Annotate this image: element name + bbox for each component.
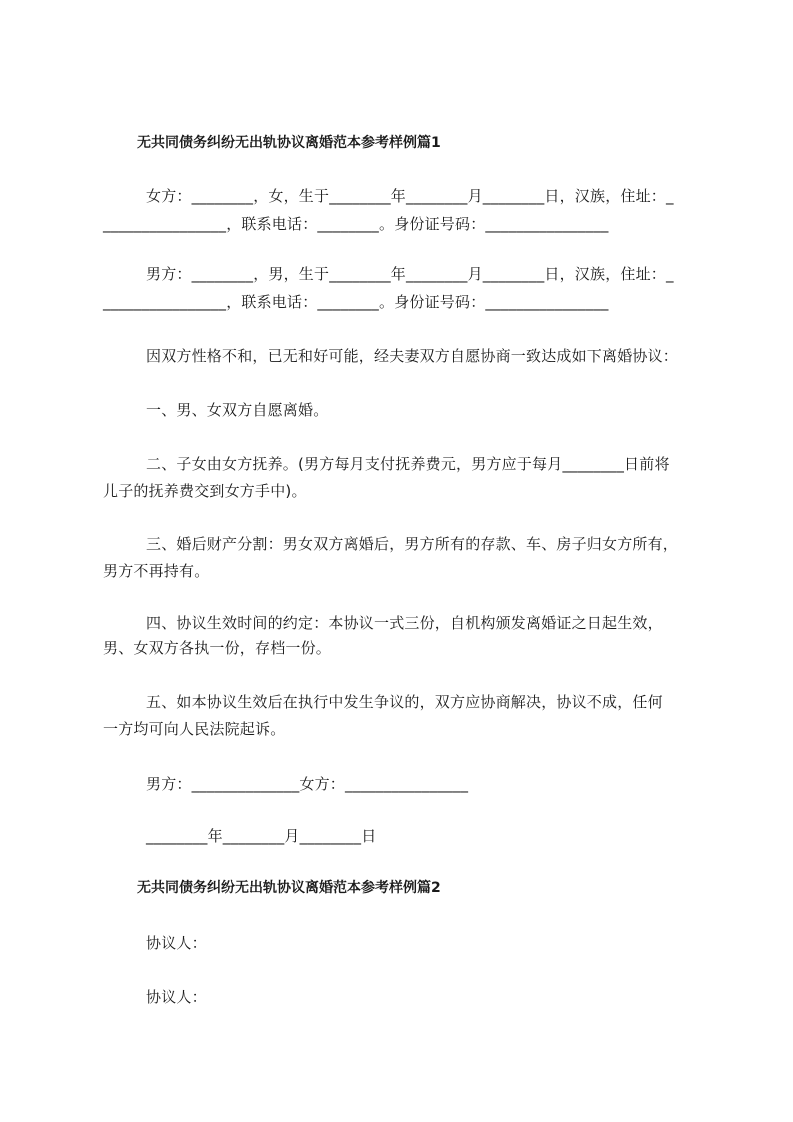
section-2-title: 无共同债务纠纷无出轨协议离婚范本参考样例篇2 (137, 880, 441, 896)
clause-1: 一、男、女双方自愿离婚。 (146, 401, 329, 419)
clause-3-line-1: 三、婚后财产分割：男女双方离婚后，男方所有的存款、车、房子归女方所有， (146, 535, 679, 553)
clause-2-line-2: 儿子的抚养费交到女方手中)。 (103, 482, 307, 500)
clause-5-line-1: 五、如本协议生效后在执行中发生争议的，双方应协商解决，协议不成，任何 (146, 693, 663, 711)
date-line: ________年________月________日 (146, 827, 377, 845)
party-1-label: 协议人： (146, 934, 207, 952)
signature-line: 男方：______________女方：________________ (146, 775, 469, 793)
clause-5-line-2: 一方均可向人民法院起诉。 (103, 720, 286, 738)
clause-2-line-1: 二、子女由女方抚养。(男方每月支付抚养费元，男方应于每月________日前将 (146, 455, 670, 473)
clause-4-line-2: 男、女双方各执一份，存档一份。 (103, 639, 332, 657)
female-party-line-1: 女方：________，女，生于________年________月________日，汉族，住址：_ (146, 187, 674, 205)
party-2-label: 协议人： (146, 988, 207, 1006)
male-party-line-2: ________________，联系电话：________。身份证号码：________________ (103, 293, 609, 311)
female-party-line-2: ________________，联系电话：________。身份证号码：________________ (103, 215, 609, 233)
male-party-line-1: 男方：________，男，生于________年________月________日，汉族，住址：_ (146, 265, 674, 283)
clause-3-line-2: 男方不再持有。 (103, 562, 210, 580)
agreement-intro: 因双方性格不和，已无和好可能，经夫妻双方自愿协商一致达成如下离婚协议： (146, 347, 679, 365)
section-1-title: 无共同债务纠纷无出轨协议离婚范本参考样例篇1 (137, 135, 441, 151)
clause-4-line-1: 四、协议生效时间的约定：本协议一式三份，自机构颁发离婚证之日起生效， (146, 614, 663, 632)
